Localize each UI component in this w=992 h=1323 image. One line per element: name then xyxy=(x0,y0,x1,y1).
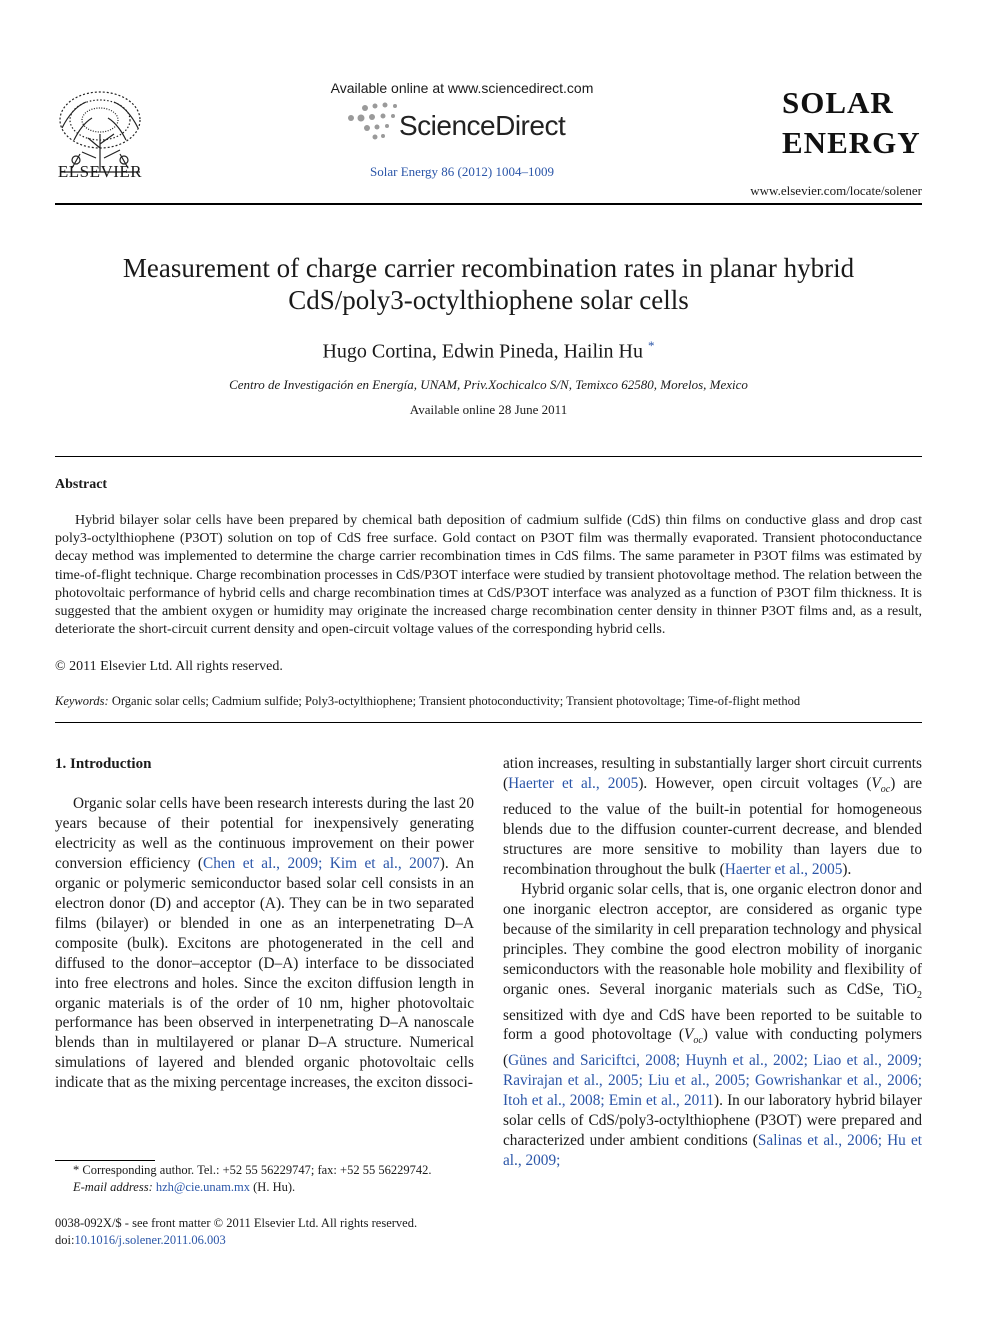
left-column xyxy=(55,794,474,1093)
text-run: ). However, open circuit voltages ( xyxy=(638,774,872,792)
footnote-text: Corresponding author. Tel.: +52 55 56229747; fax: +52 55 56229742. xyxy=(82,1163,432,1177)
right-column xyxy=(503,754,922,1171)
journal-logo xyxy=(782,86,922,166)
text-run: Organic solar cells have been research interests during the last 20 years because of their potential for inexpensively generating electricity as well as the continuous improvement on their power conversion efficiency ( xyxy=(55,795,474,872)
paragraph xyxy=(55,794,474,1093)
doi-line xyxy=(55,1232,474,1249)
footnote-divider xyxy=(55,1160,155,1161)
author-list xyxy=(55,338,922,364)
publisher-name: ELSEVIER xyxy=(57,162,143,181)
footnote-line-1 xyxy=(73,1162,474,1179)
title-divider xyxy=(55,456,922,457)
footnote-line-2 xyxy=(73,1179,474,1196)
email-link[interactable]: hzh@cie.unam.mx xyxy=(155,1180,250,1194)
available-date: Available online 28 June 2011 xyxy=(409,402,568,417)
journal-homepage[interactable]: www.elsevier.com/locate/solener xyxy=(750,183,922,198)
header-divider xyxy=(55,203,922,205)
text-run: ation increases, resulting in substantially larger short circuit currents ( xyxy=(503,755,922,792)
text-run: ). An organic or polymeric semiconductor based solar cell consists in an electron donor (D) and acceptor (A). They can be in two separated films (bilayer) or blended in one as an interpenetrating D–A composite (bulk). Excitons are photogenerated in the cell and diffused to the donor–acceptor (D–A) interface to be dissociated into free electrons and holes. Since the exciton diffusion length in organic materials is of the order of 10 nm, higher photovoltaic performance has been observed in interpenetrating D–A nanoscale blends than in multilayered or planar D–A structure. Numerical simulations of layered and blended organic photovoltaic cells indicate that as the mixing percentage increases, the exciton dissoci- xyxy=(55,854,474,1092)
title-line-2: CdS/poly3-octylthiophene solar cells xyxy=(288,285,689,315)
keywords-list: Organic solar cells; Cadmium sulfide; Poly3-octylthiophene; Transient photoconductivity; Transient photovoltage; Time-of-flight method xyxy=(111,694,801,708)
abstract-copyright: © 2011 Elsevier Ltd. All rights reserved. xyxy=(55,659,283,674)
voc-symbol: $V_{oc}$ xyxy=(871,774,891,795)
text-run: sensitized with dye and CdS have been reported to be suitable to form a good photovoltage ( xyxy=(503,1006,922,1044)
title-line-1: Measurement of charge carrier recombination rates in planar hybrid xyxy=(122,253,855,283)
citation-link[interactable]: Haerter et al., 2005 xyxy=(508,774,639,792)
sciencedirect-wordmark: ScienceDirect xyxy=(399,110,566,141)
citation-link[interactable]: Salinas et al., 2006; Hu et al., 2009; xyxy=(503,1132,922,1170)
doi-label: doi: xyxy=(55,1233,75,1247)
text-run: Hybrid organic solar cells, that is, one organic electron donor and one inorganic electron acceptor, are considered as organic type because of the similarity in cell preparation technology and physical principles. They combine the good electron mobility of inorganic semiconductors with the reasonable hole mobility and flexibility of organic ones. Several inorganic materials such as CdSe, TiO xyxy=(503,880,922,998)
text-run: ). In our laboratory hybrid bilayer solar cells of CdS/poly3-octylthiophene (P3OT) were prepared and characterized under ambient conditions ( xyxy=(503,1092,922,1150)
abstract-divider xyxy=(55,722,922,723)
corresponding-author-footnote xyxy=(55,1162,474,1196)
authors-text: Hugo Cortina, Edwin Pineda, Hailin Hu xyxy=(322,340,644,363)
section-heading: 1. Introduction xyxy=(55,756,152,772)
paragraph xyxy=(503,754,922,880)
journal-citation-link[interactable]: Solar Energy 86 (2012) 1004–1009 xyxy=(370,164,554,179)
text-run: ). xyxy=(842,860,852,878)
keywords-label: Keywords: xyxy=(55,694,109,708)
voc-symbol: $V_{oc}$ xyxy=(683,1026,703,1047)
citation-link[interactable]: Günes and Sariciftci, 2008; Huynh et al., 2002; Liao et al., 2009; Ravirajan et al., 2005; Liu et al., 2005; Gowrishankar et al., 2006; Itoh et al., 2008; Emin et al., 2011 xyxy=(503,1052,922,1110)
journal-logo-line1: SOLAR xyxy=(782,85,894,120)
affiliation: Centro de Investigación en Energía, UNAM, Priv.Xochicalco S/N, Temixco 62580, Morelos, Mexico xyxy=(229,377,748,392)
abstract-body: Hybrid bilayer solar cells have been prepared by chemical bath deposition of cadmium sulfide (CdS) thin films on conductive glass and drop cast poly3-octylthiophene (P3OT) solution on top of CdS free surface. Gold contact on P3OT film was thermally evaporated. Transient photoconductance decay method was implemented to determine the charge carrier recombination times in CdS films. The same parameter in P3OT films was estimated by time-of-flight technique. Charge recombination processes in CdS/P3OT interface were studied by transient photovoltage method. The relation between the photovoltaic performance of hybrid cells and charge recombination times at CdS/P3OT interface was analyzed as a function of P3OT film thickness. It is suggested that the ambient oxygen or humidity may originate the increased charge recombination center density in thinner P3OT films and, as a result, deteriorate the short-circuit current density and open-circuit voltage values of the corresponding hybrid cells. xyxy=(55,513,922,638)
issn-block xyxy=(55,1215,474,1249)
citation-link[interactable]: Haerter et al., 2005 xyxy=(724,860,843,878)
keywords xyxy=(55,694,922,709)
issn-line: 0038-092X/$ - see front matter © 2011 Elsevier Ltd. All rights reserved. xyxy=(55,1216,418,1230)
corresponding-author-mark[interactable]: * xyxy=(648,338,655,353)
abstract-heading: Abstract xyxy=(55,477,108,492)
article-title xyxy=(55,252,922,316)
footnote-mark: * xyxy=(73,1163,80,1177)
citation-link[interactable]: Chen et al., 2009; Kim et al., 2007 xyxy=(203,854,440,872)
subscript: 2 xyxy=(917,989,922,1001)
available-online-text: Available online at www.sciencedirect.com xyxy=(330,80,594,96)
text-run: ) are reduced to the value of the built-in potential for homogeneous blends due to the diffusion counter-current decrease, and blended structures are more sensitive to mobility than layers due to recombination throughout the bulk ( xyxy=(503,774,923,878)
email-label: E-mail address: xyxy=(73,1180,153,1194)
email-suffix: (H. Hu). xyxy=(253,1180,296,1194)
doi-link[interactable]: 10.1016/j.solener.2011.06.003 xyxy=(74,1233,226,1247)
text-run: ) value with conducting polymers ( xyxy=(503,1026,922,1070)
paragraph xyxy=(503,880,922,1171)
journal-logo-line2: ENERGY xyxy=(782,125,921,160)
